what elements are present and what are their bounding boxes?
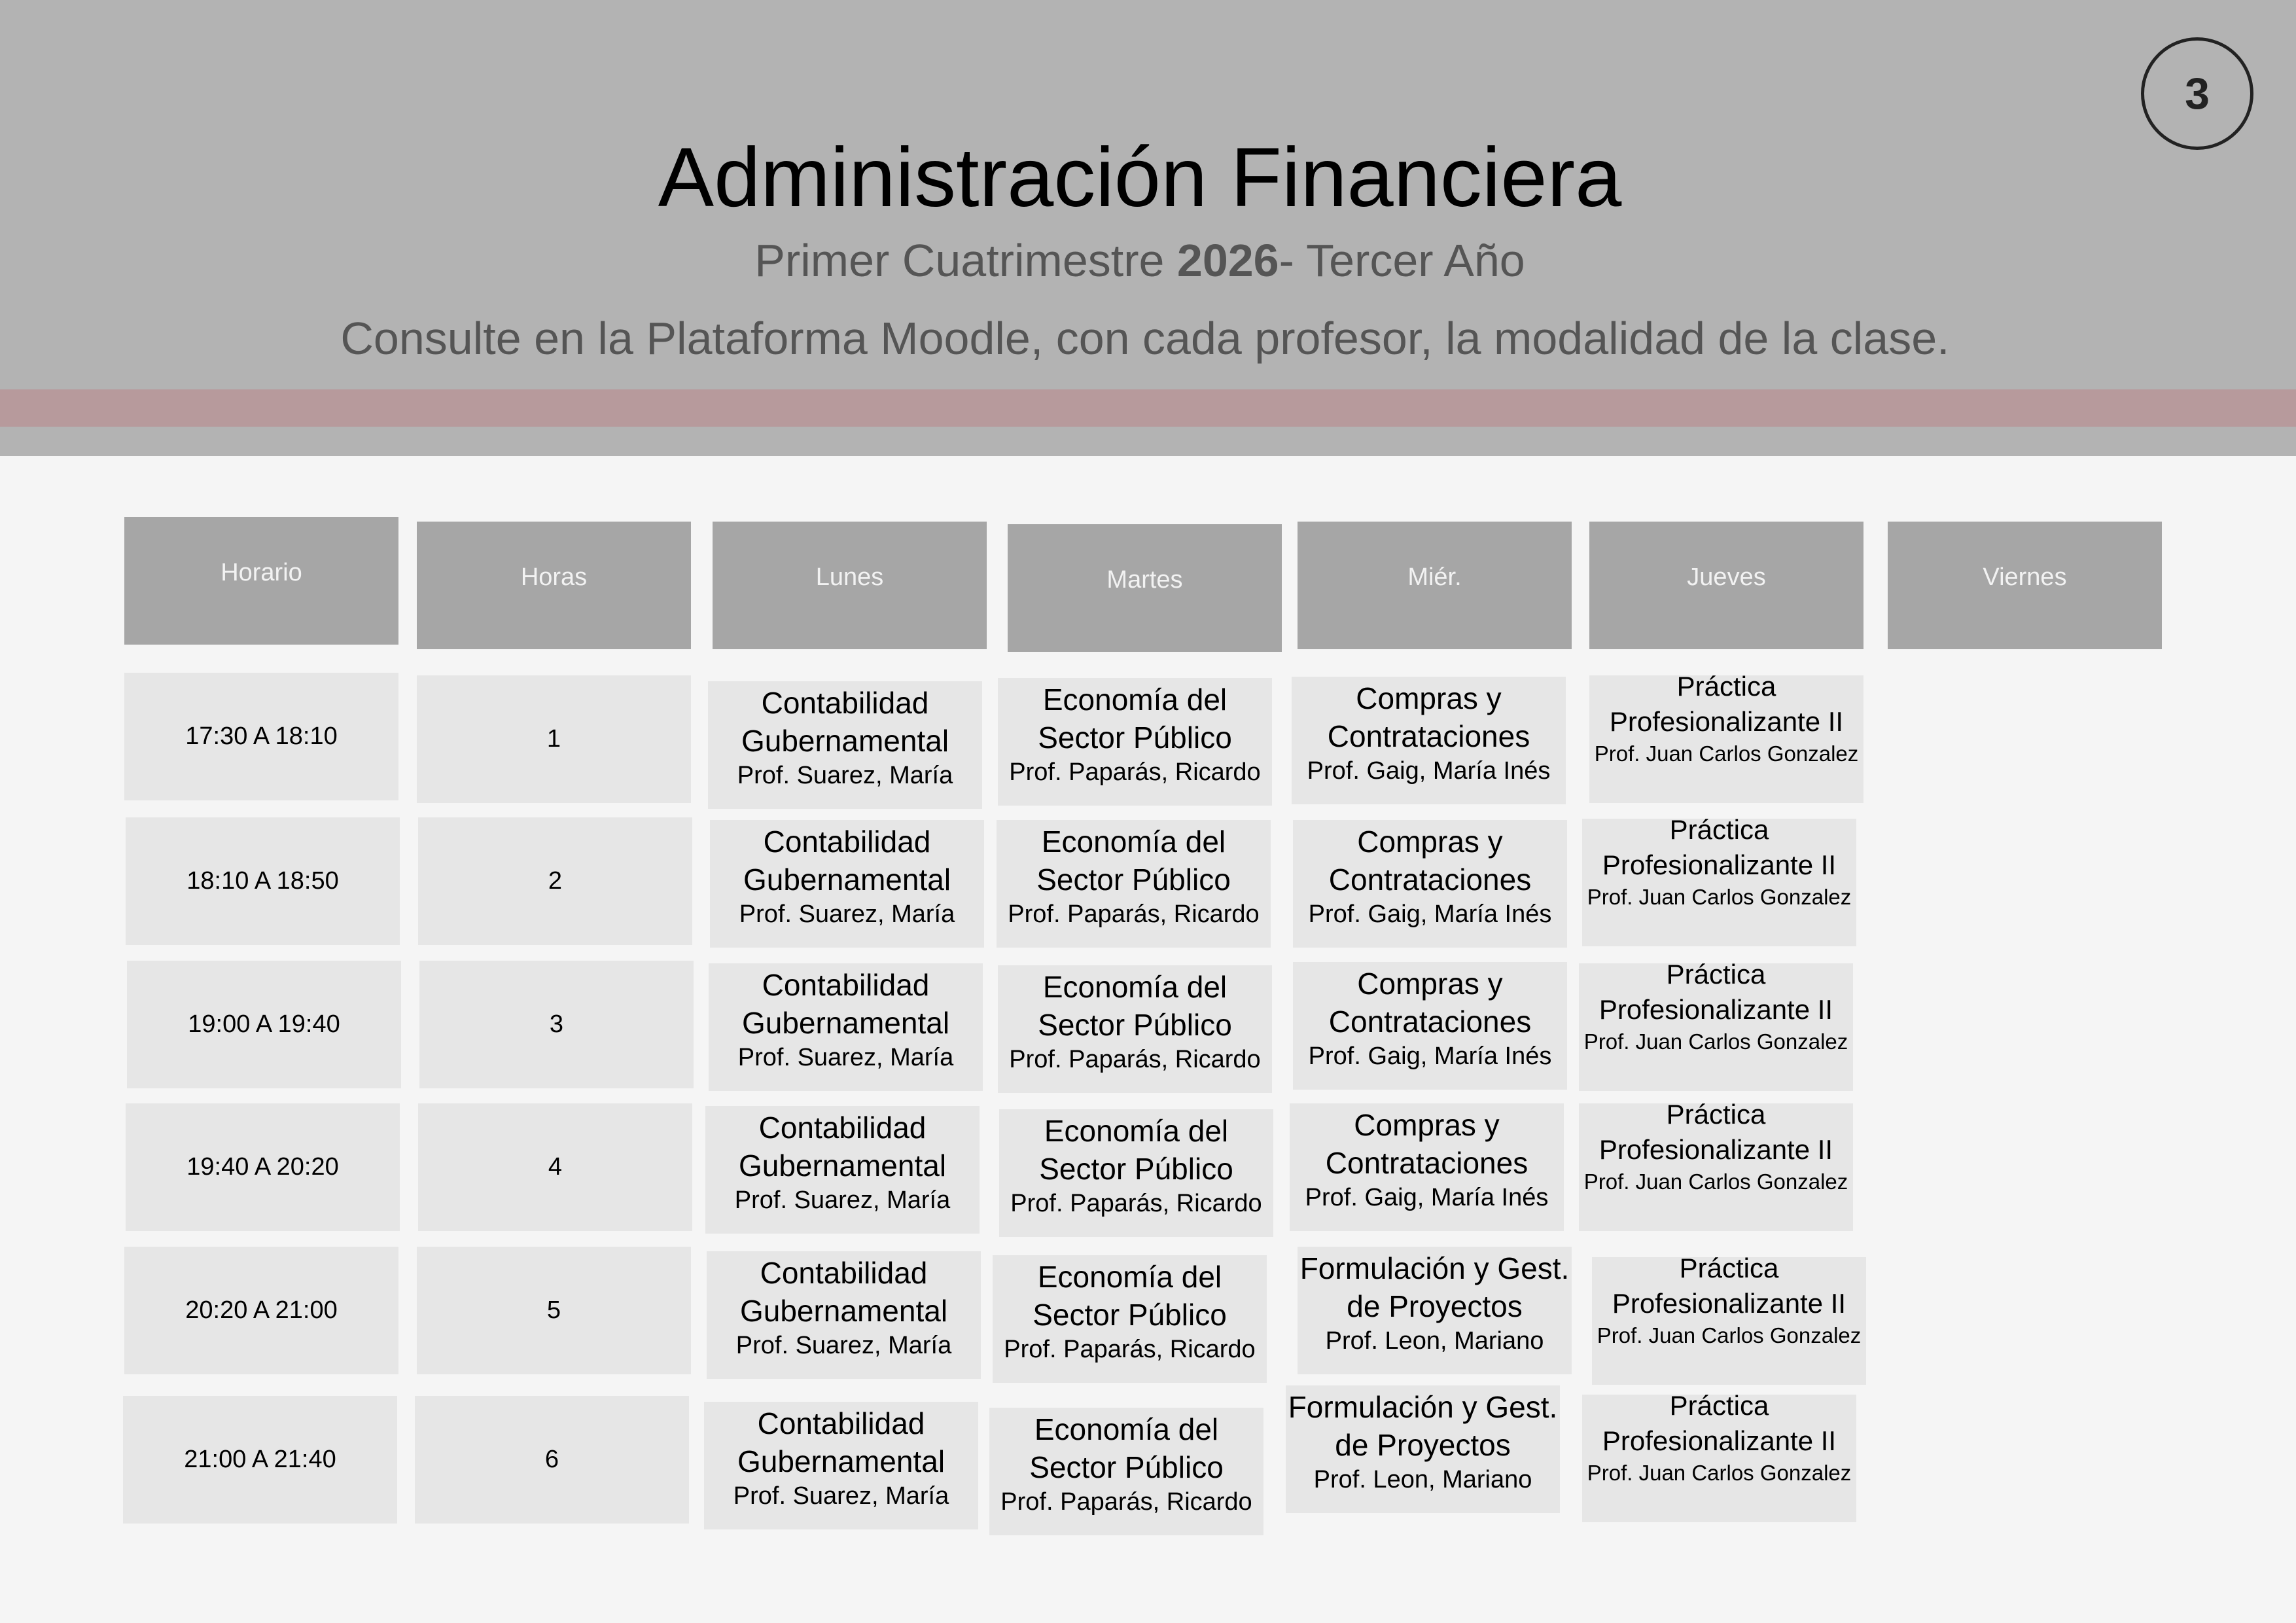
subject-name: Economía del Sector Público bbox=[1029, 1412, 1224, 1484]
class-cell-lunes bbox=[709, 963, 983, 1091]
class-cell-jueves bbox=[1582, 814, 1856, 946]
professor-name: Prof. Suarez, María bbox=[735, 1332, 952, 1359]
subject-name: Práctica Profesionalizante II bbox=[1598, 959, 1833, 1025]
subject-name: Práctica Profesionalizante II bbox=[1609, 671, 1844, 737]
professor-name: Prof. Juan Carlos Gonzalez bbox=[1597, 1323, 1862, 1347]
class-cell-martes bbox=[999, 1109, 1273, 1237]
professor-name: Prof. Juan Carlos Gonzalez bbox=[1587, 885, 1852, 909]
class-cell-martes bbox=[989, 1408, 1263, 1535]
horas-cell: 5 bbox=[417, 1247, 691, 1374]
subtitle-prefix: Primer Cuatrimestre bbox=[754, 235, 1177, 286]
class-cell-miercoles bbox=[1286, 1385, 1560, 1513]
horario-cell: 17:30 A 18:10 bbox=[124, 673, 398, 800]
professor-name: Prof. Gaig, María Inés bbox=[1307, 757, 1551, 785]
moodle-notice: Consulte en la Plataforma Moodle, con cada profesor, la modalidad de la clase. bbox=[340, 313, 1950, 364]
class-cell-miercoles bbox=[1293, 962, 1567, 1090]
class-cell-martes bbox=[997, 820, 1271, 948]
class-cell-jueves bbox=[1592, 1253, 1866, 1385]
column-header-lunes: Lunes bbox=[713, 522, 987, 649]
professor-name: Prof. Juan Carlos Gonzalez bbox=[1583, 1169, 1848, 1194]
subject-name: Compras y Contrataciones bbox=[1325, 1108, 1528, 1180]
subject-name: Contabilidad Gubernamental bbox=[741, 968, 950, 1040]
horas-cell: 6 bbox=[415, 1396, 689, 1524]
professor-name: Prof. Juan Carlos Gonzalez bbox=[1594, 741, 1859, 766]
subject-name: Economía del Sector Público bbox=[1033, 1260, 1227, 1332]
subject-name: Práctica Profesionalizante II bbox=[1602, 814, 1837, 880]
subject-name: Contabilidad Gubernamental bbox=[741, 686, 949, 758]
professor-name: Prof. Suarez, María bbox=[739, 901, 955, 928]
column-header-horario: Horario bbox=[124, 517, 398, 645]
professor-name: Prof. Suarez, María bbox=[734, 1186, 951, 1214]
column-header-martes: Martes bbox=[1008, 524, 1282, 652]
page-number-badge: 3 bbox=[2141, 37, 2253, 150]
class-cell-lunes bbox=[704, 1402, 978, 1529]
professor-name: Prof. Gaig, María Inés bbox=[1305, 1184, 1549, 1211]
professor-name: Prof. Paparás, Ricardo bbox=[1009, 1046, 1261, 1073]
subject-name: Formulación y Gest. de Proyectos bbox=[1299, 1251, 1570, 1323]
page-subtitle bbox=[0, 231, 2280, 290]
class-cell-lunes bbox=[710, 820, 984, 948]
horario-cell: 19:40 A 20:20 bbox=[126, 1103, 400, 1231]
horas-cell: 2 bbox=[418, 817, 692, 945]
class-cell-miercoles bbox=[1293, 820, 1567, 948]
subject-name: Economía del Sector Público bbox=[1038, 683, 1232, 755]
subject-name: Práctica Profesionalizante II bbox=[1612, 1253, 1846, 1319]
subtitle-suffix: - Tercer Año bbox=[1279, 235, 1525, 286]
subject-name: Contabilidad Gubernamental bbox=[738, 1111, 947, 1183]
header-accent-stripe bbox=[0, 389, 2296, 427]
class-cell-miercoles bbox=[1292, 677, 1566, 804]
class-cell-martes bbox=[993, 1255, 1267, 1383]
class-cell-lunes bbox=[705, 1106, 980, 1234]
professor-name: Prof. Leon, Mariano bbox=[1313, 1466, 1532, 1493]
professor-name: Prof. Paparás, Ricardo bbox=[1010, 1190, 1262, 1217]
professor-name: Prof. Gaig, María Inés bbox=[1308, 901, 1552, 928]
subject-name: Formulación y Gest. de Proyectos bbox=[1288, 1390, 1558, 1462]
class-cell-miercoles bbox=[1290, 1103, 1564, 1231]
horario-cell: 21:00 A 21:40 bbox=[123, 1396, 397, 1524]
horario-cell: 19:00 A 19:40 bbox=[127, 961, 401, 1088]
professor-name: Prof. Leon, Mariano bbox=[1325, 1327, 1544, 1355]
horas-cell: 3 bbox=[419, 961, 694, 1088]
column-header-jueves: Jueves bbox=[1589, 522, 1863, 649]
class-cell-miercoles bbox=[1298, 1247, 1572, 1374]
class-cell-lunes bbox=[707, 1251, 981, 1379]
class-cell-jueves bbox=[1579, 959, 1853, 1091]
class-cell-jueves bbox=[1579, 1099, 1853, 1231]
class-cell-martes bbox=[998, 678, 1272, 806]
subject-name: Economía del Sector Público bbox=[1036, 825, 1231, 897]
class-cell-martes bbox=[998, 965, 1272, 1093]
horario-cell: 18:10 A 18:50 bbox=[126, 817, 400, 945]
subject-name: Compras y Contrataciones bbox=[1328, 967, 1532, 1039]
horas-cell: 4 bbox=[418, 1103, 692, 1231]
page-title: Administración Financiera bbox=[658, 131, 1622, 224]
subject-name: Práctica Profesionalizante II bbox=[1598, 1099, 1833, 1165]
professor-name: Prof. Suarez, María bbox=[737, 1044, 954, 1071]
horas-cell: 1 bbox=[417, 675, 691, 803]
professor-name: Prof. Juan Carlos Gonzalez bbox=[1583, 1029, 1848, 1054]
class-cell-lunes bbox=[708, 681, 982, 809]
column-header-miercoles: Miér. bbox=[1298, 522, 1572, 649]
professor-name: Prof. Juan Carlos Gonzalez bbox=[1587, 1461, 1852, 1485]
class-cell-jueves bbox=[1582, 1390, 1856, 1522]
subject-name: Compras y Contrataciones bbox=[1328, 825, 1532, 897]
horario-cell: 20:20 A 21:00 bbox=[124, 1247, 398, 1374]
column-header-viernes: Viernes bbox=[1888, 522, 2162, 649]
subject-name: Contabilidad Gubernamental bbox=[737, 1406, 945, 1478]
professor-name: Prof. Paparás, Ricardo bbox=[1000, 1488, 1252, 1516]
professor-name: Prof. Paparás, Ricardo bbox=[1008, 901, 1260, 928]
professor-name: Prof. Suarez, María bbox=[737, 762, 953, 789]
subject-name: Economía del Sector Público bbox=[1039, 1114, 1233, 1186]
professor-name: Prof. Paparás, Ricardo bbox=[1009, 758, 1261, 786]
subject-name: Economía del Sector Público bbox=[1038, 970, 1232, 1042]
professor-name: Prof. Paparás, Ricardo bbox=[1004, 1336, 1256, 1363]
subject-name: Contabilidad Gubernamental bbox=[743, 825, 951, 897]
class-cell-jueves bbox=[1589, 671, 1863, 803]
subtitle-year: 2026 bbox=[1176, 235, 1279, 286]
column-header-horas: Horas bbox=[417, 522, 691, 649]
subject-name: Contabilidad Gubernamental bbox=[739, 1256, 948, 1328]
subject-name: Práctica Profesionalizante II bbox=[1602, 1390, 1837, 1456]
subject-name: Compras y Contrataciones bbox=[1327, 681, 1530, 753]
professor-name: Prof. Gaig, María Inés bbox=[1308, 1043, 1552, 1070]
professor-name: Prof. Suarez, María bbox=[733, 1482, 949, 1510]
